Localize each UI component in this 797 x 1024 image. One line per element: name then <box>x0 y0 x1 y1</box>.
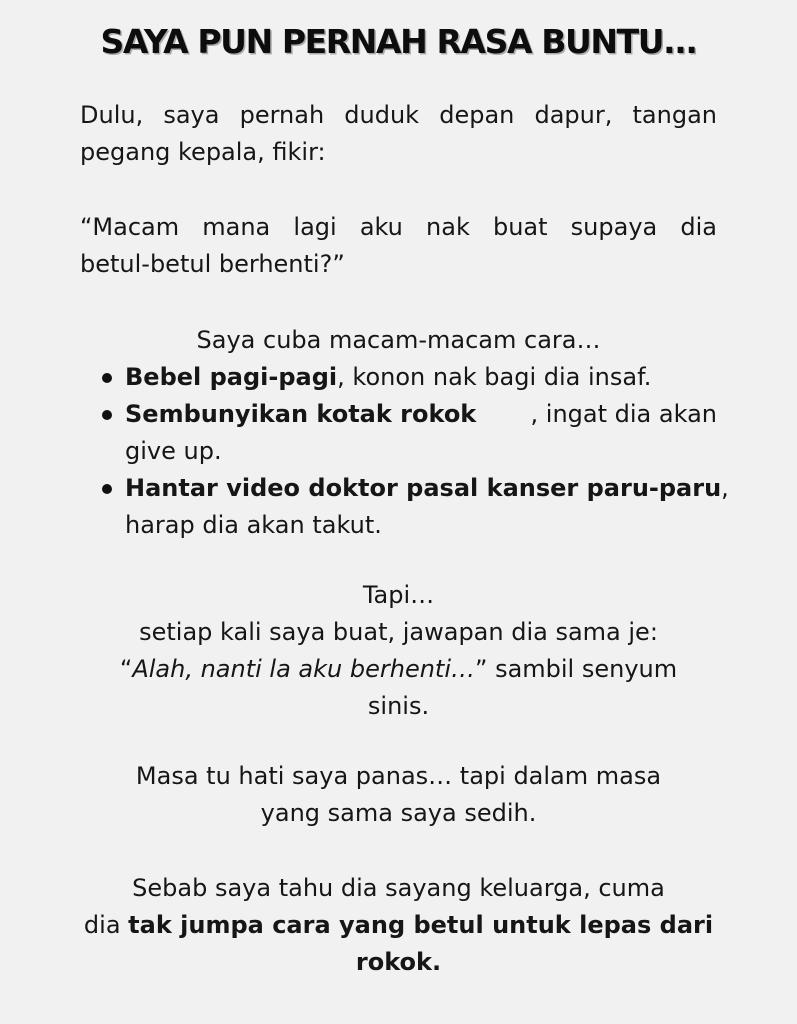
attempt-bold: Hantar video doktor pasal kanser paru-paru <box>125 474 722 502</box>
list-item <box>80 470 729 544</box>
list-item <box>80 359 717 396</box>
page-title: SAYA PUN PERNAH RASA BUNTU... <box>100 22 697 61</box>
quote-line: “Macam mana lagi aku nak buat supaya dia <box>80 213 717 241</box>
intro-line: Dulu, saya pernah duduk depan dapur, tangan <box>80 101 717 129</box>
bullet-icon <box>102 373 112 383</box>
attempt-text: , ingat dia akan <box>530 400 717 428</box>
quote-line: betul-betul berhenti?” <box>80 250 345 278</box>
closing-paragraph <box>60 870 737 981</box>
intro-line: pegang kepala, fikir: <box>80 138 326 166</box>
reaction-quote-line: “Alah, nanti la aku berhenti…” sambil senyum <box>119 655 678 683</box>
quote-paragraph <box>80 209 717 283</box>
reaction-line: sinis. <box>367 692 430 720</box>
feeling-line: yang sama saya sedih. <box>260 799 537 827</box>
attempts-list <box>80 359 729 544</box>
reaction-paragraph <box>60 577 737 725</box>
attempts-heading: Saya cuba macam-macam cara… <box>196 326 601 354</box>
attempt-bold: Bebel pagi-pagi <box>125 363 338 391</box>
closing-line: Sebab saya tahu dia sayang keluarga, cuma <box>132 874 665 902</box>
closing-bold: tak jumpa cara yang betul untuk lepas dari <box>128 911 714 939</box>
closing-line <box>60 944 737 981</box>
attempt-text: give up. <box>125 437 222 465</box>
attempt-bold: Sembunyikan kotak rokok <box>125 400 477 428</box>
reaction-line: Tapi… <box>362 581 435 609</box>
closing-line: dia tak jumpa cara yang betul untuk lepas dari <box>83 911 714 939</box>
attempt-text: , konon nak bagi dia insaf. <box>337 363 652 391</box>
reaction-quote: Alah, nanti la aku berhenti… <box>132 655 475 683</box>
attempt-text: , <box>721 474 729 502</box>
list-item <box>80 396 717 470</box>
feeling-paragraph <box>60 758 737 832</box>
bullet-icon <box>102 410 112 420</box>
intro-paragraph <box>80 97 717 171</box>
closing-bold: rokok. <box>355 948 442 976</box>
bullet-icon <box>102 484 112 494</box>
reaction-line: setiap kali saya buat, jawapan dia sama je: <box>139 618 658 646</box>
feeling-line: Masa tu hati saya panas… tapi dalam masa <box>135 762 662 790</box>
attempt-text: harap dia akan takut. <box>125 511 382 539</box>
